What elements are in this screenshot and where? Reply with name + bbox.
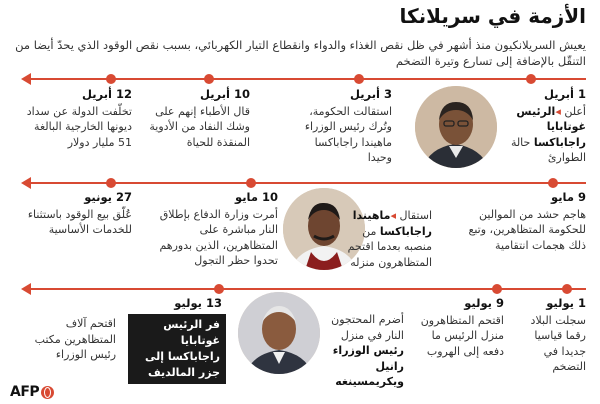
timeline-dot bbox=[106, 74, 116, 84]
event-date: 10 أبريل bbox=[199, 87, 250, 101]
event-date: 9 مايو bbox=[551, 190, 586, 204]
timeline-dot bbox=[492, 284, 502, 294]
timeline-dot bbox=[548, 178, 558, 188]
event-text: تخلّفت الدولة عن سداد ديونها الخارجية البالغة 51 مليار دولار bbox=[26, 104, 132, 149]
event-date: 9 يوليو bbox=[464, 296, 504, 310]
event-jul-13 bbox=[128, 296, 222, 313]
event-pm-office bbox=[16, 316, 116, 363]
event-date: 1 يوليو bbox=[546, 296, 586, 310]
event-text: سجلت البلاد رقما قياسيا جديدا في التضخم bbox=[530, 313, 586, 373]
timeline-dot bbox=[214, 284, 224, 294]
timeline-dot bbox=[106, 178, 116, 188]
event-apr-1 bbox=[502, 87, 586, 166]
event-date: 13 يوليو bbox=[174, 296, 222, 310]
event-text: أمرت وزارة الدفاع بإطلاق النار مباشرة على المتظاهرين، الذين بدورهم تحدوا حظر التجول bbox=[159, 207, 278, 267]
event-text: أضرم المحتجون النار في منزل bbox=[331, 313, 404, 342]
event-highlight: الرئيس غوتابايا راجاباكسا bbox=[516, 104, 586, 149]
event-text: من منصبه بعدما اقتحم المتظاهرون منزله bbox=[347, 224, 432, 269]
timeline-dot bbox=[526, 74, 536, 84]
marker-icon: ◂ bbox=[555, 104, 561, 118]
event-may-10 bbox=[148, 190, 278, 269]
timeline-dot bbox=[204, 74, 214, 84]
event-may-9 bbox=[462, 190, 586, 253]
arrow-left-icon bbox=[21, 283, 31, 295]
event-text: أعلن bbox=[560, 104, 586, 118]
event-highlight: ماهيندا راجاباكسا bbox=[352, 209, 432, 238]
arrow-left-icon bbox=[21, 73, 31, 85]
event-text: استقال bbox=[396, 209, 432, 222]
timeline-line-2 bbox=[30, 182, 586, 184]
event-date: 1 أبريل bbox=[543, 87, 586, 101]
photo-gotabaya bbox=[415, 86, 497, 168]
credit-text: AFP bbox=[10, 384, 40, 400]
arrow-left-icon bbox=[21, 177, 31, 189]
timeline-line-1 bbox=[30, 78, 586, 80]
event-date: 27 يونيو bbox=[84, 190, 132, 204]
event-jun-27 bbox=[14, 190, 132, 238]
event-flee-box: فر الرئيس غوتابايا راجاباكسا إلى جزر المالديف bbox=[128, 314, 226, 384]
event-date: 3 أبريل bbox=[349, 87, 392, 101]
timeline-dot bbox=[562, 284, 572, 294]
event-apr-10 bbox=[142, 87, 250, 150]
event-date: 10 مايو bbox=[235, 190, 278, 204]
event-highlight: رئيس الوزراء رانيل ويكريمسينغه bbox=[332, 344, 404, 388]
timeline-line-3 bbox=[30, 288, 586, 290]
event-text: حالة الطوارئ bbox=[510, 135, 586, 164]
timeline-dot bbox=[354, 74, 364, 84]
afp-logo bbox=[10, 384, 54, 400]
event-text: قال الأطباء إنهم على وشك النفاد من الأدوية المنقذة للحياة bbox=[149, 104, 250, 149]
event-text: اقتحم آلاف المتظاهرين مكتب رئيس الوزراء bbox=[34, 317, 116, 361]
marker-icon: ◂ bbox=[390, 209, 396, 222]
event-mahinda-resign bbox=[346, 208, 432, 270]
event-text: اقتحم المتظاهرون منزل الرئيس ما دفعه إلى الهروب bbox=[420, 313, 504, 358]
event-date: 12 أبريل bbox=[81, 87, 132, 101]
photo-wickremesinghe bbox=[238, 292, 320, 374]
event-text: استقالت الحكومة، وتُرك رئيس الوزراء ماهيندا راجاباكسا وحيدا bbox=[304, 104, 392, 164]
event-text: عُلّق بيع الوقود باستثناء للخدمات الأساسية bbox=[27, 207, 132, 236]
page-title: الأزمة في سريلانكا bbox=[399, 4, 586, 28]
timeline-dot bbox=[246, 178, 256, 188]
event-jul-9 bbox=[412, 296, 504, 359]
intro-text: يعيش السريلانكيون منذ أشهر في ظل نقص الغذاء والدواء وانقطاع التيار الكهربائي، بسبب نقص الوقود الذي يحدّ أيضا من التنقّل بالإضافة إلى تسارع وتيرة التضخم bbox=[15, 38, 586, 68]
event-apr-3 bbox=[292, 87, 392, 166]
event-pm-house bbox=[310, 312, 404, 390]
event-text: هاجم حشد من الموالين للحكومة المتظاهرين، وتبع ذلك هجمات انتقامية bbox=[468, 207, 586, 252]
event-apr-12 bbox=[20, 87, 132, 150]
event-jul-1 bbox=[514, 296, 586, 375]
globe-icon bbox=[41, 386, 54, 399]
